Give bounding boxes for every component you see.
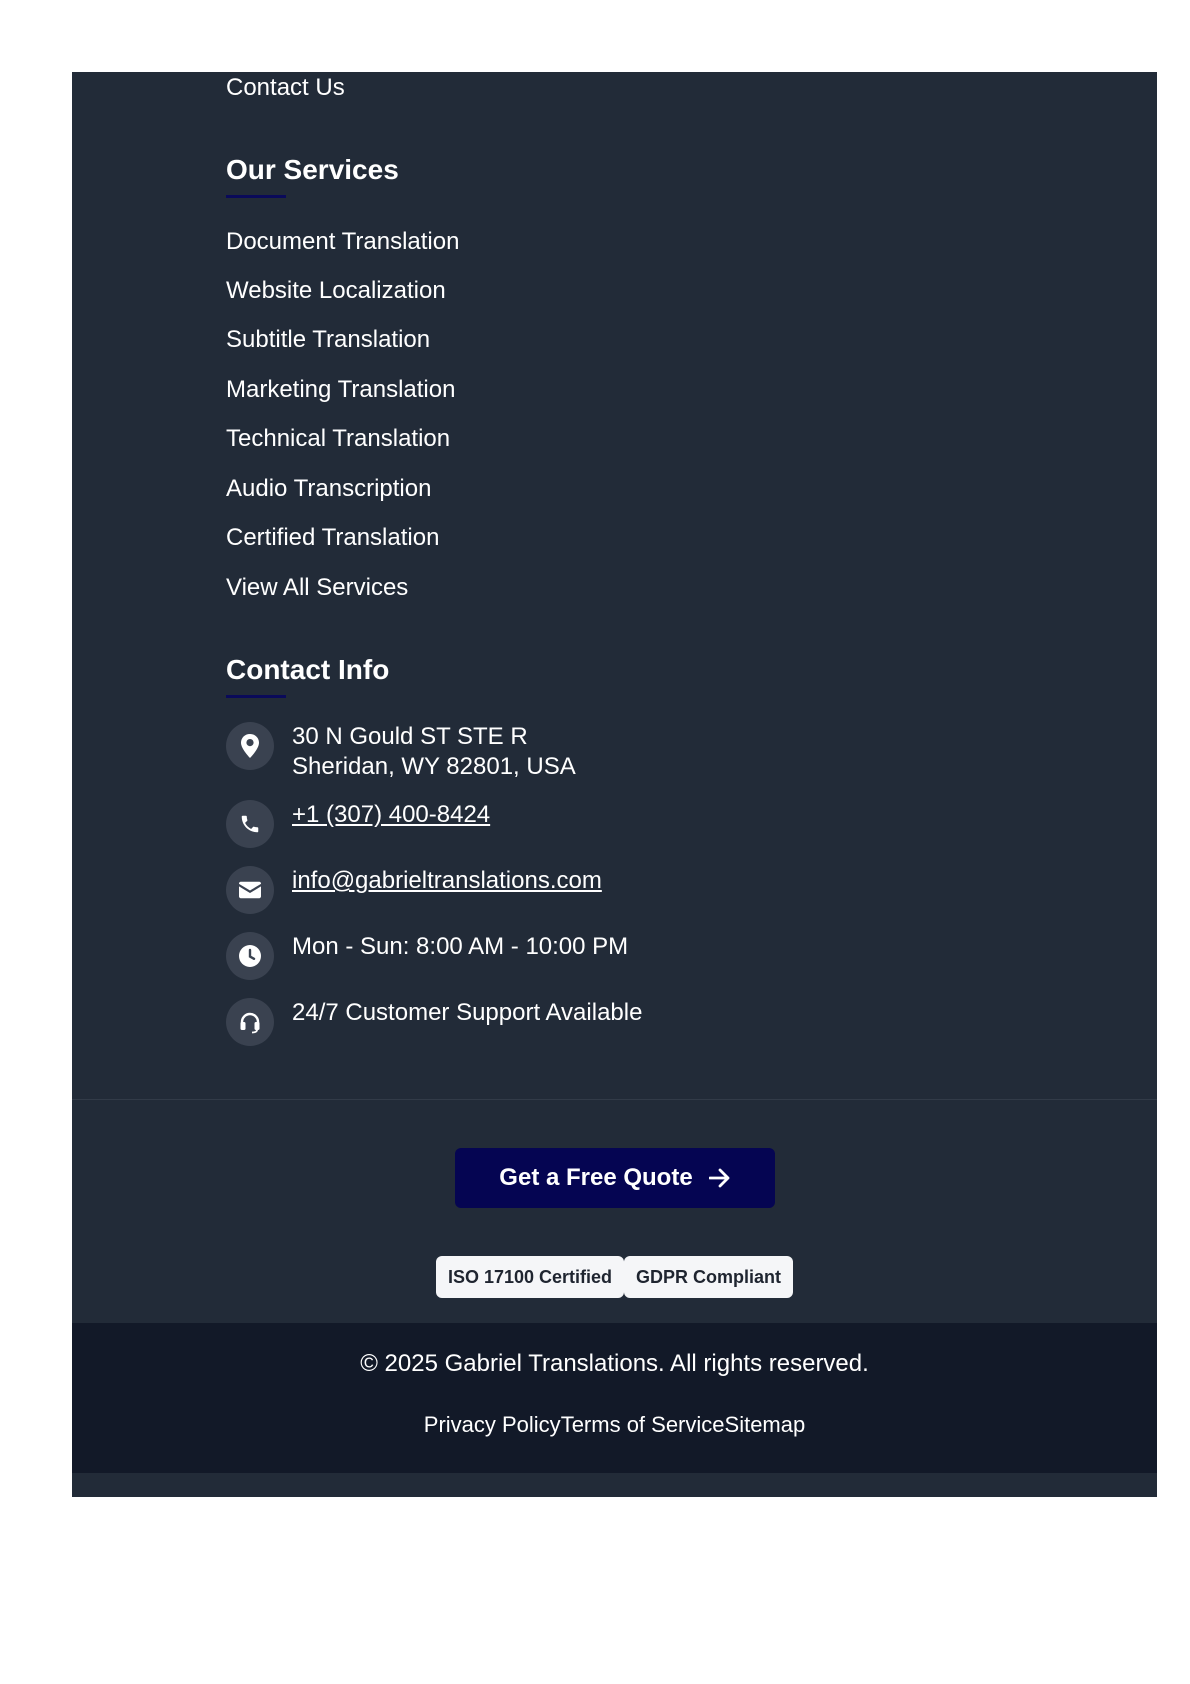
service-link-document-translation[interactable]: Document Translation [226, 228, 460, 255]
support-availability: 24/7 Customer Support Available [292, 999, 643, 1026]
terms-of-service-link[interactable]: Terms of Service [560, 1412, 725, 1437]
sitemap-link[interactable]: Sitemap [724, 1412, 806, 1437]
business-hours: Mon - Sun: 8:00 AM - 10:00 PM [292, 933, 629, 960]
services-heading: Our Services [226, 154, 399, 185]
clock-icon [226, 932, 274, 980]
get-free-quote-button[interactable] [455, 1148, 775, 1208]
badge-gdpr: GDPR Compliant [624, 1256, 793, 1298]
phone-link-text[interactable]: +1 (307) 400-8424 [292, 801, 491, 828]
address-line-2: Sheridan, WY 82801, USA [292, 753, 576, 780]
phone-icon [226, 800, 274, 848]
email-link[interactable] [292, 866, 602, 896]
service-link-technical-translation[interactable]: Technical Translation [226, 425, 451, 452]
arrow-right-icon [709, 1168, 731, 1188]
contact-heading-underline [226, 695, 286, 698]
badge-iso: ISO 17100 Certified [436, 1256, 624, 1298]
headset-icon [226, 998, 274, 1046]
certification-badges [72, 1256, 1157, 1298]
copyright-text: © 2025 Gabriel Translations. All rights reserved. [360, 1350, 869, 1377]
envelope-icon [226, 866, 274, 914]
map-pin-icon [226, 722, 274, 770]
service-link-view-all[interactable]: View All Services [226, 574, 409, 601]
service-link-subtitle-translation[interactable]: Subtitle Translation [226, 326, 431, 353]
service-link-marketing-translation[interactable]: Marketing Translation [226, 376, 456, 403]
footer-link-contact-us[interactable]: Contact Us [226, 74, 345, 101]
legal-links [72, 1412, 1157, 1438]
contact-heading: Contact Info [226, 654, 390, 685]
phone-link[interactable] [292, 800, 490, 830]
services-heading-underline [226, 195, 286, 198]
get-free-quote-label: Get a Free Quote [499, 1164, 693, 1191]
site-footer [72, 72, 1157, 1497]
service-link-website-localization[interactable]: Website Localization [226, 277, 446, 304]
footer-divider [72, 1099, 1157, 1100]
address-line-1: 30 N Gould ST STE R [292, 723, 528, 750]
footer-bottom-bar [72, 1323, 1157, 1473]
email-link-text[interactable]: info@gabrieltranslations.com [292, 867, 602, 894]
service-link-certified-translation[interactable]: Certified Translation [226, 524, 440, 551]
service-link-audio-transcription[interactable]: Audio Transcription [226, 475, 432, 502]
privacy-policy-link[interactable]: Privacy Policy [423, 1412, 561, 1437]
